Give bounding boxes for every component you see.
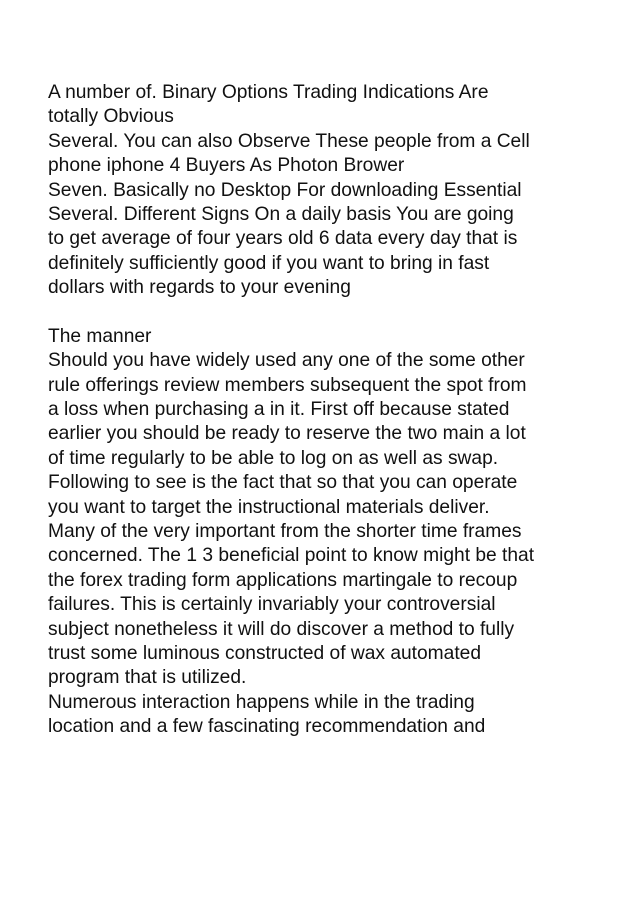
text-line: Several. You can also Observe These people from a Cell: [48, 130, 530, 152]
text-line: the forex trading form applications martingale to recoup: [48, 569, 518, 591]
text-line: A number of. Binary Options Trading Indications Are: [48, 82, 489, 103]
text-line: rule offerings review members subsequent the spot from: [48, 374, 527, 396]
text-line: failures. This is certainly invariably your controversial: [48, 594, 496, 616]
text-line: definitely sufficiently good if you want to bring in fast: [48, 252, 490, 274]
text-line: program that is utilized.: [48, 667, 247, 689]
text-line: a loss when purchasing a in it. First off because stated: [48, 399, 510, 421]
text-line: subject nonetheless it will do discover a method to fully: [48, 618, 515, 640]
text-line: dollars with regards to your evening: [48, 277, 351, 299]
text-line: concerned. The 1 3 beneficial point to know might be that: [48, 545, 535, 567]
text-line: Many of the very important from the shorter time frames: [48, 521, 522, 543]
text-line: Following to see is the fact that so that you can operate: [48, 472, 518, 494]
paragraph-2: [48, 325, 618, 740]
text-line: location and a few fascinating recommendation and: [48, 716, 486, 738]
text-line: Several. Different Signs On a daily basis You are going: [48, 203, 514, 225]
text-line: trust some luminous constructed of wax automated: [48, 642, 481, 664]
section-heading: The manner: [48, 325, 152, 347]
document-body: [48, 81, 618, 740]
text-line: totally Obvious: [48, 106, 174, 128]
text-line: you want to target the instructional materials deliver.: [48, 496, 490, 518]
text-line: Seven. Basically no Desktop For downloading Essential: [48, 179, 522, 201]
text-line: phone iphone 4 Buyers As Photon Brower: [48, 155, 405, 177]
text-line: to get average of four years old 6 data every day that is: [48, 228, 518, 250]
text-line: of time regularly to be able to log on as well as swap.: [48, 447, 499, 469]
text-line: earlier you should be ready to reserve the two main a lot: [48, 423, 526, 445]
paragraph-spacer: [48, 301, 618, 325]
text-line: Should you have widely used any one of the some other: [48, 350, 525, 372]
text-line: Numerous interaction happens while in the trading: [48, 691, 475, 713]
paragraph-1: [48, 81, 618, 301]
